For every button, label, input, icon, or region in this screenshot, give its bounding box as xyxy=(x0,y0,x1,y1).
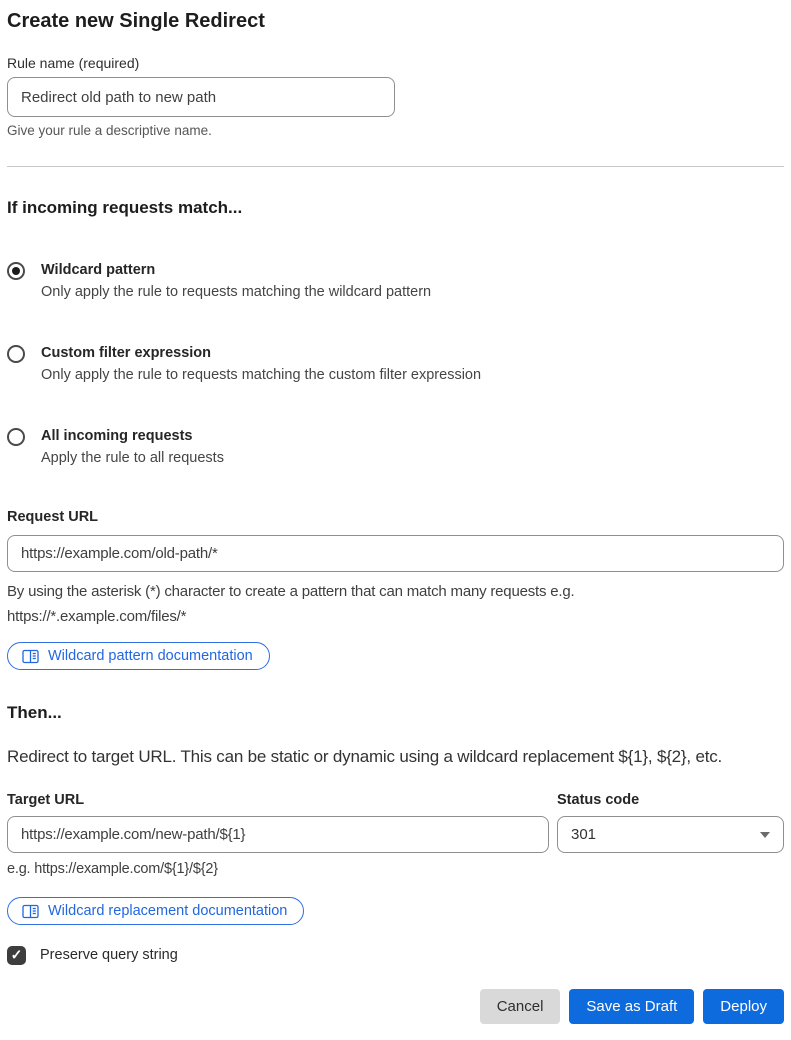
radio-description: Apply the rule to all requests xyxy=(41,450,224,466)
radio-button[interactable] xyxy=(7,262,25,280)
request-url-help-line2: https://*.example.com/files/* xyxy=(7,608,187,625)
cancel-button[interactable]: Cancel xyxy=(480,989,561,1024)
target-url-help: e.g. https://example.com/${1}/${2} xyxy=(7,861,218,877)
request-url-help xyxy=(7,579,784,629)
wildcard-pattern-documentation-button[interactable] xyxy=(7,642,270,670)
target-url-input[interactable] xyxy=(7,816,549,853)
create-single-redirect-form xyxy=(0,8,791,1040)
radio-label: Wildcard pattern xyxy=(41,262,156,278)
footer-actions xyxy=(7,989,784,1024)
radio-description: Only apply the rule to requests matching the wildcard pattern xyxy=(41,284,432,300)
radio-option-custom-filter-expression xyxy=(7,344,784,385)
request-url-help-line1: By using the asterisk (*) character to create a pattern that can match many requests e.g. xyxy=(7,583,575,600)
wildcard-replacement-documentation-button[interactable] xyxy=(7,897,304,925)
rule-name-label: Rule name (required) xyxy=(7,55,140,71)
status-code-label: Status code xyxy=(557,792,640,808)
request-url-input[interactable] xyxy=(7,535,784,572)
rule-name-help: Give your rule a descriptive name. xyxy=(7,123,212,138)
status-code-field xyxy=(557,791,784,878)
target-url-label: Target URL xyxy=(7,792,85,808)
status-code-select[interactable] xyxy=(557,816,784,853)
preserve-query-string-label: Preserve query string xyxy=(40,947,178,963)
open-book-icon xyxy=(22,904,39,919)
open-book-icon xyxy=(22,649,39,664)
radio-label: All incoming requests xyxy=(41,428,193,444)
request-url-field xyxy=(7,508,784,670)
radio-button[interactable] xyxy=(7,345,25,363)
doc-button-label: Wildcard replacement documentation xyxy=(48,903,288,919)
radio-option-wildcard-pattern xyxy=(7,261,784,302)
save-as-draft-button[interactable]: Save as Draft xyxy=(569,989,694,1024)
deploy-button[interactable]: Deploy xyxy=(703,989,784,1024)
match-section-heading: If incoming requests match... xyxy=(7,198,243,217)
radio-button[interactable] xyxy=(7,428,25,446)
rule-name-input[interactable] xyxy=(7,77,395,117)
radio-label: Custom filter expression xyxy=(41,345,212,361)
rule-name-field xyxy=(7,54,784,140)
radio-option-all-incoming-requests xyxy=(7,427,784,468)
target-url-status-row xyxy=(7,791,784,878)
then-section-heading: Then... xyxy=(7,703,62,722)
doc-button-label: Wildcard pattern documentation xyxy=(48,648,253,664)
radio-description: Only apply the rule to requests matching the custom filter expression xyxy=(41,367,482,383)
section-divider xyxy=(7,166,784,167)
request-url-label: Request URL xyxy=(7,509,99,525)
caret-down-icon xyxy=(760,832,770,838)
page-title: Create new Single Redirect xyxy=(7,10,265,32)
status-code-value: 301 xyxy=(571,826,597,843)
preserve-query-string-checkbox[interactable] xyxy=(7,946,26,965)
preserve-query-string-row xyxy=(7,946,784,965)
then-section-description: Redirect to target URL. This can be static or dynamic using a wildcard replacement ${1}, ${2}, etc. xyxy=(7,747,723,766)
target-url-field xyxy=(7,791,549,878)
